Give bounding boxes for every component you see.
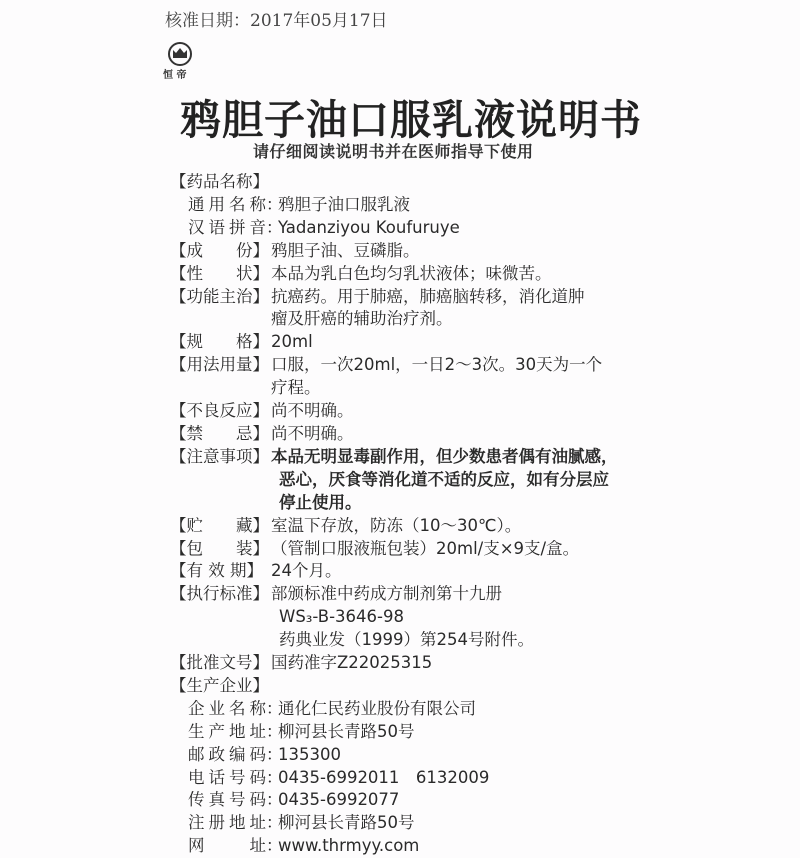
section-row — [170, 240, 790, 263]
section-row — [170, 423, 790, 446]
section-label: 【执行标准】 — [170, 584, 269, 604]
section-row — [170, 583, 790, 652]
field-value: 0435-6992077 — [278, 790, 400, 810]
colon: ： — [266, 744, 283, 764]
manufacturer-field — [170, 767, 790, 790]
field-value: 柳河县长青路50号 — [278, 813, 415, 833]
section-line: 疗程。 — [271, 378, 321, 398]
section-line: WS₃-B-3646-98 — [279, 607, 404, 627]
field-value: Yadanziyou Koufuruye — [278, 217, 460, 237]
section-value — [271, 263, 790, 286]
manufacturer-field — [170, 698, 790, 721]
field-label: 企业名称 — [188, 698, 266, 718]
field-label: 邮政编码 — [188, 744, 266, 764]
section-line: 室温下存放，防冻（10～30℃）。 — [271, 515, 522, 535]
section-row — [170, 400, 790, 423]
section-line: 24个月。 — [271, 561, 342, 581]
section-label: 【贮 藏】 — [170, 515, 269, 535]
manufacturer-field — [170, 812, 790, 835]
document-subtitle: 请仔细阅读说明书并在医师指导下使用 — [253, 142, 534, 161]
section-label: 【包 装】 — [170, 538, 269, 558]
section-line: 尚不明确。 — [271, 423, 354, 443]
section-line: 恶心，厌食等消化道不适的反应，如有分层应 — [279, 469, 609, 489]
section-value — [271, 538, 790, 561]
section-line: 停止使用。 — [279, 492, 362, 512]
document-title: 鸦胆子油口服乳液说明书 — [180, 96, 642, 144]
section-row — [170, 538, 790, 561]
field-label: 通用名称 — [188, 194, 266, 214]
colon: ： — [266, 217, 283, 237]
field-value: 0435-6992011 6132009 — [278, 767, 490, 787]
section-value — [271, 423, 790, 446]
manufacturer-field — [170, 721, 790, 744]
section-row — [170, 286, 790, 332]
section-row — [170, 446, 790, 515]
field-value: 鸦胆子油口服乳液 — [278, 194, 410, 214]
section-value — [271, 286, 790, 332]
section-label: 【药品名称】 — [170, 172, 269, 191]
section-line: 瘤及肝癌的辅助治疗剂。 — [271, 309, 453, 329]
generic-name-row — [170, 194, 790, 217]
field-label: 电话号码 — [188, 767, 266, 787]
colon: ： — [266, 721, 283, 741]
section-row — [170, 263, 790, 286]
field-value: www.thrmyy.com — [278, 836, 420, 856]
section-label: 【不良反应】 — [170, 401, 269, 421]
leaflet-body — [170, 171, 790, 858]
field-value: 通化仁民药业股份有限公司 — [278, 698, 476, 718]
section-label: 【批准文号】 — [170, 653, 269, 673]
section-manufacturer — [170, 675, 790, 698]
section-label: 【功能主治】 — [170, 286, 269, 306]
field-label: 传真号码 — [188, 790, 266, 810]
section-value — [271, 400, 790, 423]
section-value — [271, 652, 790, 675]
section-value — [271, 240, 790, 263]
colon: ： — [266, 698, 283, 718]
section-value — [271, 515, 790, 538]
section-value — [271, 446, 790, 515]
section-label: 【有 效 期】 — [170, 561, 263, 581]
section-label: 【禁 忌】 — [170, 423, 269, 443]
section-line: 鸦胆子油、豆磷脂。 — [271, 240, 420, 260]
field-value: 柳河县长青路50号 — [278, 721, 415, 741]
section-row — [170, 515, 790, 538]
section-line: 本品为乳白色均匀乳状液体；味微苦。 — [271, 263, 552, 283]
field-value: 135300 — [278, 744, 341, 764]
colon: ： — [266, 813, 283, 833]
manufacturer-field — [170, 835, 790, 858]
field-label: 注册地址 — [188, 813, 266, 833]
svg-text:恒 帝: 恒 帝 — [163, 70, 187, 80]
section-row — [170, 560, 790, 583]
section-value — [271, 560, 790, 583]
colon: ： — [266, 836, 283, 856]
manufacturer-field — [170, 744, 790, 767]
section-line: （管制口服液瓶包装）20ml/支×9支/盒。 — [271, 538, 580, 558]
section-value — [271, 354, 790, 400]
section-line: 国药准字Z22025315 — [271, 653, 433, 673]
section-value — [271, 583, 790, 652]
section-drug-name — [170, 171, 790, 194]
section-line: 20ml — [271, 332, 313, 352]
section-line: 本品无明显毒副作用，但少数患者偶有油腻感， — [271, 446, 618, 466]
section-label: 【成 份】 — [170, 240, 269, 260]
brand-logo-icon — [157, 40, 203, 80]
section-row — [170, 354, 790, 400]
section-line: 尚不明确。 — [271, 401, 354, 421]
pinyin-row — [170, 217, 790, 240]
colon: ： — [266, 767, 283, 787]
section-label: 【规 格】 — [170, 332, 269, 352]
section-value — [271, 331, 790, 354]
section-label: 【用法用量】 — [170, 355, 269, 375]
approval-date: 核准日期：2017年05月17日 — [165, 11, 388, 31]
field-label: 网 址 — [188, 836, 266, 856]
section-line: 药典业发（1999）第254号附件。 — [279, 630, 534, 650]
section-label: 【注意事项】 — [170, 446, 269, 466]
colon: ： — [266, 790, 283, 810]
section-line: 抗癌药。用于肺癌，肺癌脑转移，消化道肿 — [271, 286, 585, 306]
section-label: 【生产企业】 — [170, 675, 269, 695]
field-label: 汉语拼音 — [188, 217, 266, 237]
section-label: 【性 状】 — [170, 263, 269, 283]
section-row — [170, 331, 790, 354]
section-line: 口服，一次20ml，一日2～3次。30天为一个 — [271, 355, 603, 375]
section-row — [170, 652, 790, 675]
manufacturer-field — [170, 789, 790, 812]
field-label: 生产地址 — [188, 721, 266, 741]
colon: ： — [266, 194, 283, 214]
section-line: 部颁标准中药成方制剂第十九册 — [271, 584, 502, 604]
